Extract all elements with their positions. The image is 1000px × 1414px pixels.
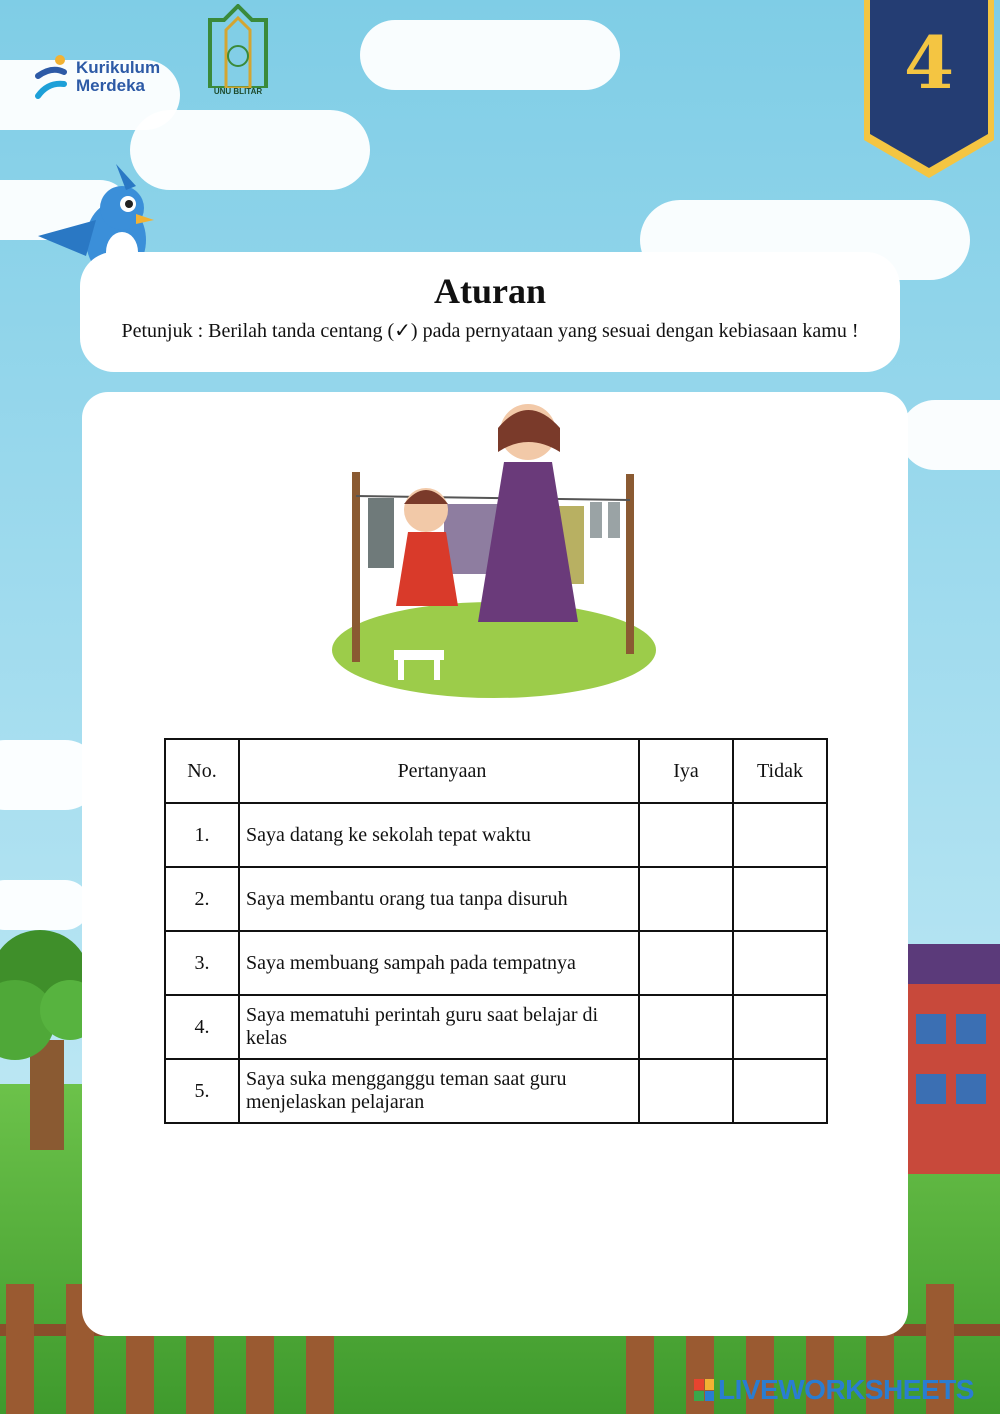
row-question: Saya membuang sampah pada tempatnya [239,931,639,995]
header-no: No. [165,739,239,803]
row-number: 1. [165,803,239,867]
instruction-text: Petunjuk : Berilah tanda centang (✓) pada pernyataan yang sesuai dengan kebiasaan kamu ! [121,320,859,342]
table-row [165,931,827,995]
table-row [165,803,827,867]
kurikulum-text: Kurikulum [76,58,161,77]
laundry-illustration [328,392,660,702]
page-title: Aturan [433,271,546,311]
table-header-row [165,739,827,803]
chapter-banner [864,0,994,190]
kurikulum-icon [34,52,70,102]
answer-no-cell[interactable] [733,1059,827,1123]
row-question: Saya membantu orang tua tanpa disuruh [239,867,639,931]
row-question: Saya datang ke sekolah tepat waktu [239,803,639,867]
school-building-illustration [906,944,1000,1174]
header-question: Pertanyaan [239,739,639,803]
cloud [900,400,1000,470]
answer-no-cell[interactable] [733,867,827,931]
answer-no-cell[interactable] [733,803,827,867]
answer-yes-cell[interactable] [639,803,733,867]
merdeka-text: Merdeka [76,76,145,95]
table-row [165,995,827,1059]
answer-no-cell[interactable] [733,995,827,1059]
question-table [164,738,828,1124]
liveworksheets-text: LIVEWORKSHEETS [718,1374,974,1405]
header-no-answer: Tidak [733,739,827,803]
answer-yes-cell[interactable] [639,1059,733,1123]
row-number: 2. [165,867,239,931]
unu-blitar-logo [196,4,280,100]
cloud [130,110,370,190]
answer-yes-cell[interactable] [639,867,733,931]
title-card [80,252,900,372]
table-row [165,1059,827,1123]
answer-yes-cell[interactable] [639,995,733,1059]
liveworksheets-icon [694,1379,714,1401]
row-number: 5. [165,1059,239,1123]
unu-blitar-caption: UNU BLITAR [213,87,263,96]
row-question: Saya suka mengganggu teman saat guru menjelaskan pelajaran [239,1059,639,1123]
row-number: 3. [165,931,239,995]
cloud [360,20,620,90]
row-question: Saya mematuhi perintah guru saat belajar di kelas [239,995,639,1059]
tree-illustration [0,920,90,1150]
answer-yes-cell[interactable] [639,931,733,995]
chapter-number: 4 [903,20,955,105]
answer-no-cell[interactable] [733,931,827,995]
unu-emblem-icon [196,4,280,88]
row-number: 4. [165,995,239,1059]
liveworksheets-logo[interactable] [694,1374,974,1406]
header-yes: Iya [639,739,733,803]
table-row [165,867,827,931]
kurikulum-merdeka-logo [34,52,160,102]
